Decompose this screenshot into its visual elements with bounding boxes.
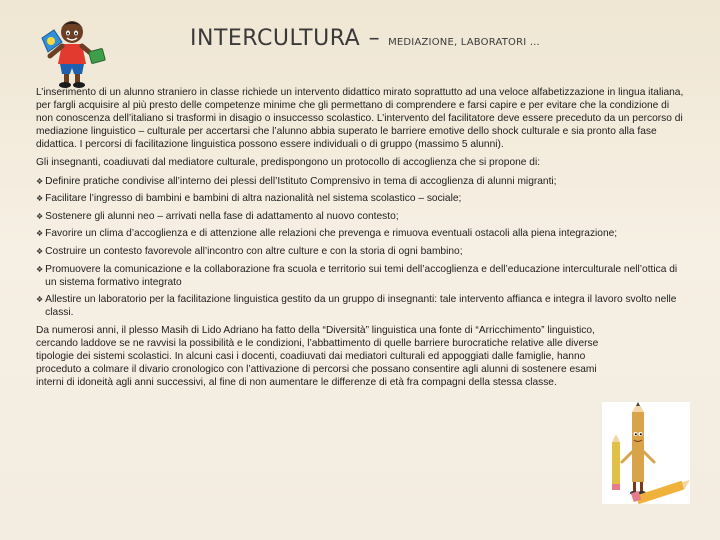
bullet-item	[36, 227, 684, 240]
bullet-diamond-icon: ❖	[36, 194, 44, 204]
bullet-text: Facilitare l’ingresso di bambini e bambini di altra nazionalità nel sistema scolastico – sociale;	[45, 193, 462, 205]
bullet-item	[36, 245, 684, 258]
title-subtitle: MEDIAZIONE, LABORATORI …	[388, 37, 540, 48]
bullet-diamond-icon: ❖	[36, 229, 44, 239]
intro-paragraph: L’inserimento di un alunno straniero in classe richiede un intervento didattico mirato soprattutto ad una veloce alfabetizzazione in lingua italiana, per fargli acquisire al più presto delle competenze minime che gli permettano di comprendere e farsi capire e per evitare che la condizione di non conoscenza dell’italiano si trasformi in disagio o insuccesso scolastico. L’intervento del facilitatore deve essere preceduto da un percorso di mediazione linguistico – culturale per accertarsi che l’alunno abbia superato le barriere emotive dello shock culturale e sia pronto alla fase didattica. I percorsi di facilitazione linguistica possono essere individuali o di gruppo (massimo 5 alunni).	[36, 87, 684, 151]
slide-title	[190, 26, 540, 51]
title-main: INTERCULTURA	[190, 26, 361, 51]
bullet-text: Allestire un laboratorio per la facilitazione linguistica gestito da un gruppo di insegnanti: tale intervento affianca e integra il lavoro svolto nelle classi.	[45, 294, 677, 319]
closing-paragraph: Da numerosi anni, il plesso Masih di Lido Adriano ha fatto della “Diversità” linguistica una fonte di “Arricchimento” linguistico, cercando laddove se ne ravvisi la possibilità e le condizioni, l’abbattimento di quelle barriere burocratiche relative alle diverse tipologie dei sistemi scolastici. In alcuni casi i docenti, coadiuvati dai mediatori culturali ed appoggiati dalle famiglie, hanno proceduto a colmare il divario cronologico con l’attivazione di percorsi che possano consentire agli alunni di sostenere esami interni di idoneità agli anni successivi, al fine di non aumentare le differenze di età fra compagni della stessa classe.	[36, 324, 599, 389]
bullet-diamond-icon: ❖	[36, 295, 44, 305]
student-clipart-icon	[32, 12, 112, 92]
title-separator: –	[368, 26, 380, 51]
bullet-diamond-icon: ❖	[36, 246, 44, 256]
bullet-diamond-icon: ❖	[36, 211, 44, 221]
lead-paragraph: Gli insegnanti, coadiuvati dal mediatore culturale, predispongono un protocollo di accoglienza che si propone di:	[36, 157, 541, 169]
bullet-item	[36, 210, 684, 223]
pencils-clipart-icon	[602, 402, 690, 504]
bullet-text: Definire pratiche condivise all’interno dei plessi dell’Istituto Comprensivo in tema di accoglienza di alunni migranti;	[45, 175, 557, 187]
bullet-text: Promuovere la comunicazione e la collaborazione fra scuola e territorio sui temi dell’accoglienza e dell’educazione interculturale nell’ottica di un sistema formativo integrato	[45, 263, 678, 288]
bullet-diamond-icon: ❖	[36, 176, 44, 186]
bullet-item	[36, 175, 684, 188]
bullet-text: Costruire un contesto favorevole all’incontro con altre culture e con la storia di ogni bambino;	[45, 245, 463, 257]
bullet-text: Sostenere gli alunni neo – arrivati nella fase di adattamento al nuovo contesto;	[45, 210, 399, 222]
bullet-text: Favorire un clima d’accoglienza e di attenzione alle relazioni che prevenga e rimuova eventuali ostacoli alla piena integrazione;	[45, 228, 618, 240]
bullet-diamond-icon: ❖	[36, 264, 44, 274]
bullet-item	[36, 293, 684, 319]
slide-body	[36, 86, 684, 394]
bullet-item	[36, 192, 684, 205]
bullet-item	[36, 263, 684, 289]
